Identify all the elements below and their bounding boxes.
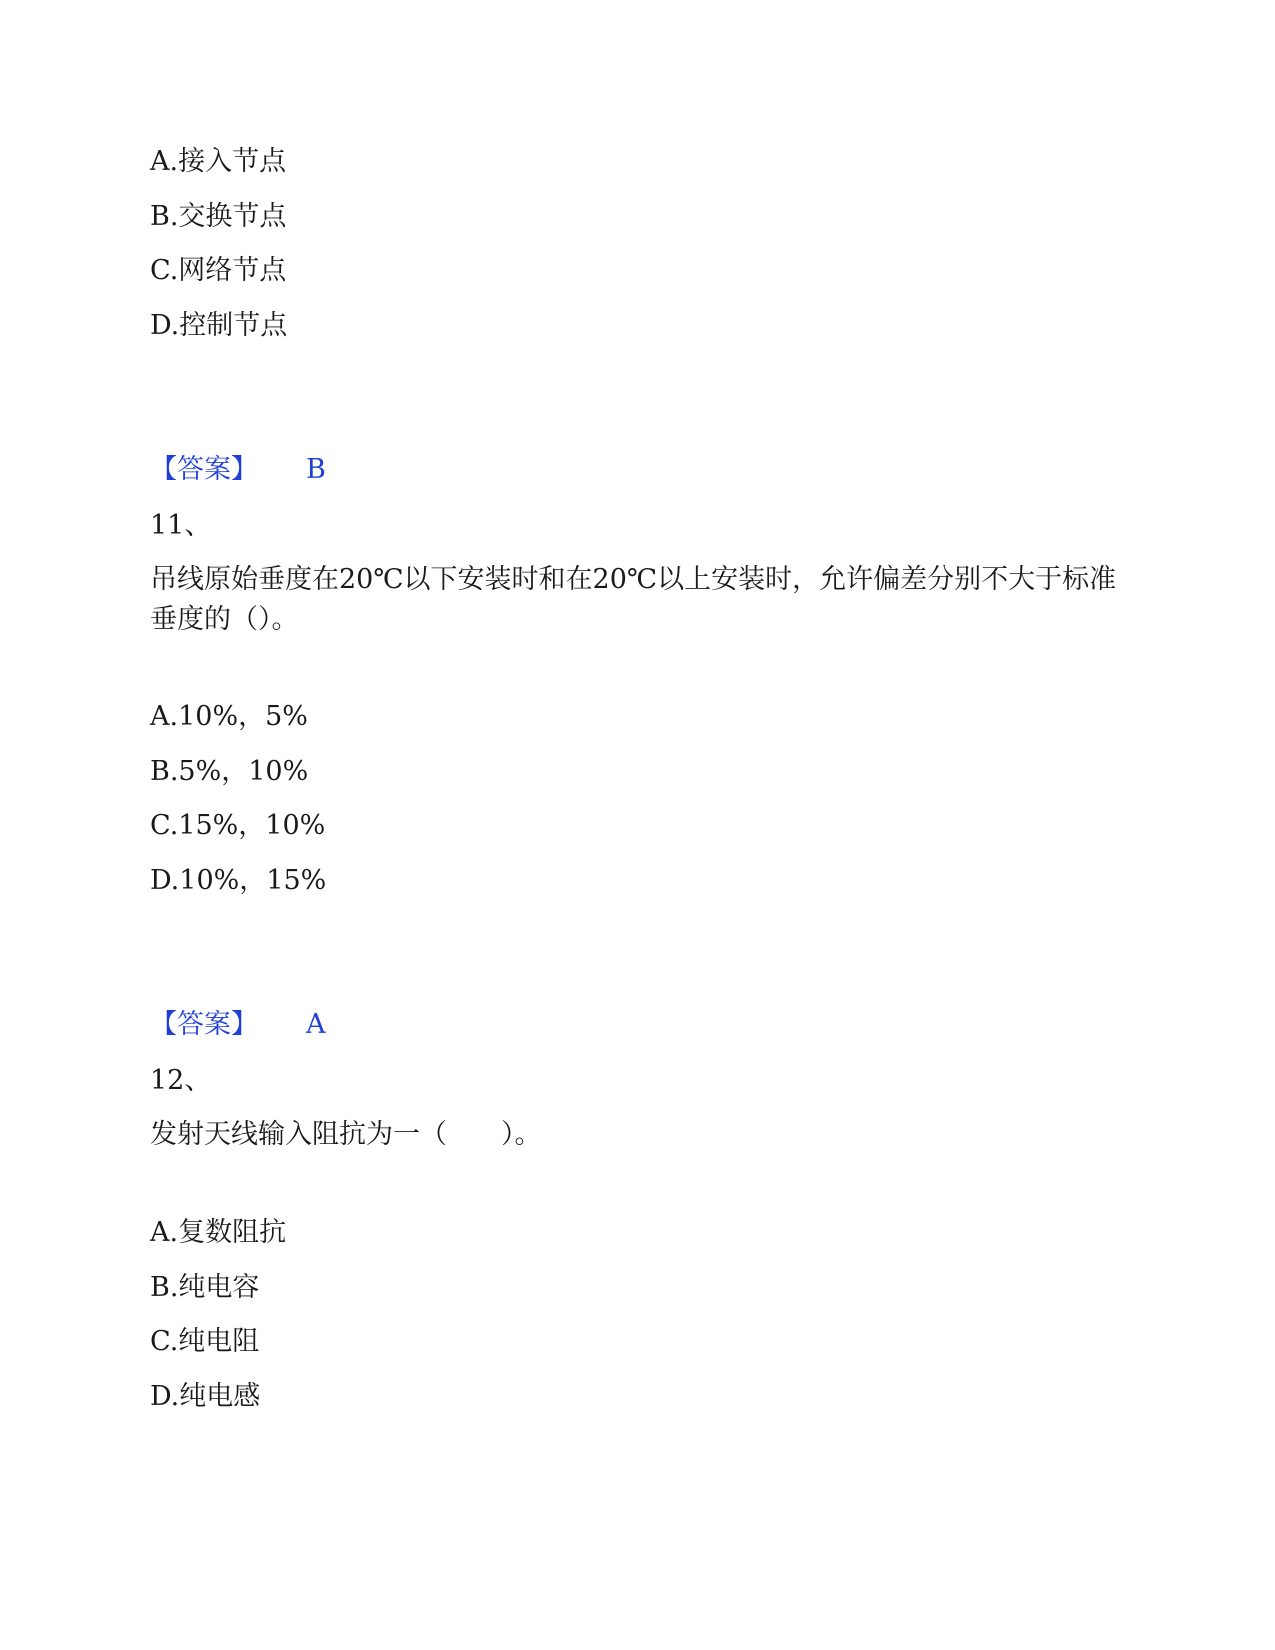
- option-b: B.纯电容: [150, 1272, 260, 1303]
- answer-line: [150, 1009, 326, 1041]
- answer-value: B: [306, 454, 326, 485]
- option-d: D.纯电感: [150, 1381, 261, 1412]
- option-c: C.纯电阻: [150, 1326, 260, 1357]
- answer-value: A: [306, 1009, 326, 1040]
- answer-label: 【答案】: [150, 454, 258, 485]
- option-d: D.10%，15%: [150, 865, 327, 896]
- question-number: 11、: [150, 510, 212, 541]
- question-text: 发射天线输入阻抗为一（ ）。: [150, 1119, 542, 1150]
- option-b: B.5%，10%: [150, 756, 309, 787]
- question-text: 吊线原始垂度在20℃以下安装时和在20℃以上安装时，允许偏差分别不大于标准垂度的（）。: [150, 564, 1117, 635]
- option-a: A.10%，5%: [150, 701, 308, 732]
- option-c: C.15%，10%: [150, 810, 326, 841]
- question-number: 12、: [150, 1065, 212, 1096]
- answer-label: 【答案】: [150, 1009, 258, 1040]
- option-c: C.网络节点: [150, 255, 287, 286]
- option-b: B.交换节点: [150, 201, 287, 232]
- option-a: A.接入节点: [150, 146, 287, 177]
- option-a: A.复数阻抗: [150, 1217, 287, 1248]
- option-d: D.控制节点: [150, 310, 288, 341]
- answer-line: [150, 454, 326, 486]
